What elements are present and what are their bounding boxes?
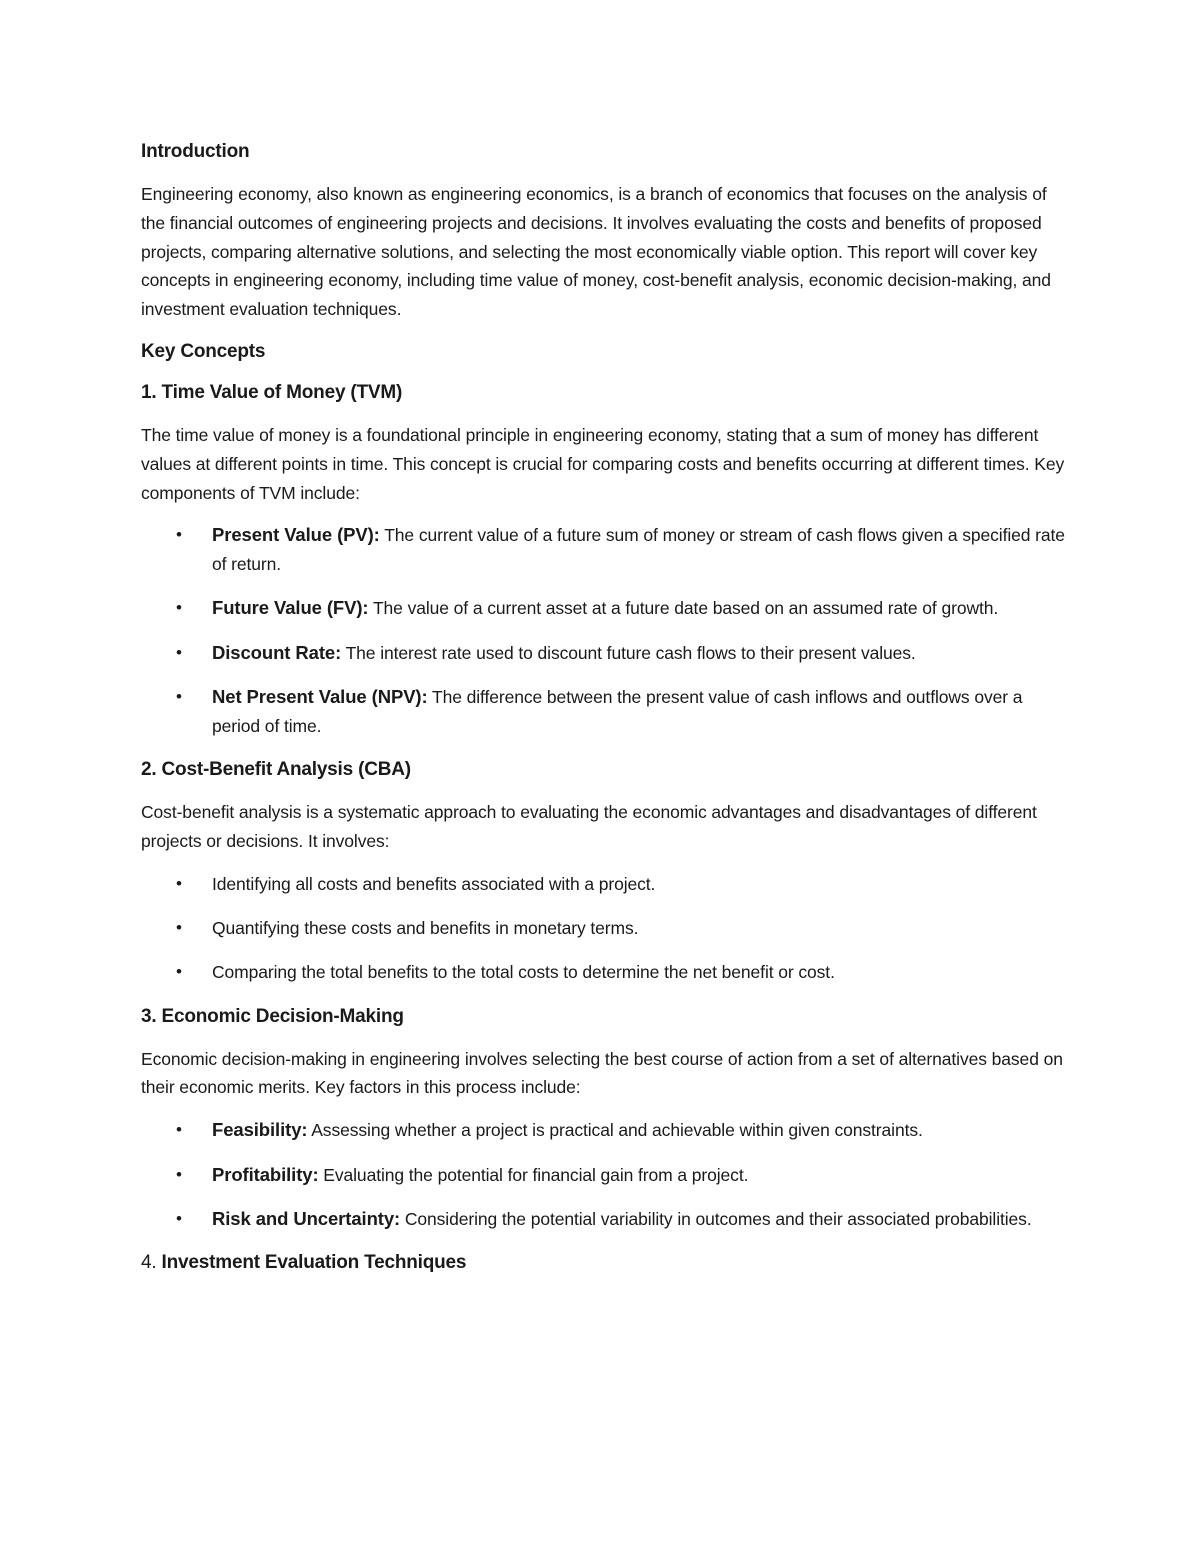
bullet-icon: • (176, 687, 182, 707)
tvm-paragraph: The time value of money is a foundational principle in engineering economy, stating that a sum of money has different values at different points in time. This concept is crucial for comparing costs and benefits occurring at different times. Key components of TVM include: (141, 424, 1065, 503)
bullet-icon: • (176, 525, 182, 545)
term-definition: The value of a current asset at a future date based on an assumed rate of growth. (368, 598, 999, 619)
list-item (141, 683, 1066, 741)
list-item (141, 1161, 1066, 1190)
document-page (141, 138, 1066, 1291)
bullet-icon: • (176, 1208, 182, 1228)
edm-list (141, 1116, 1066, 1233)
key-concepts-heading: Key Concepts (141, 340, 266, 362)
list-item-text: Comparing the total benefits to the total costs to determine the net benefit or cost. (212, 962, 835, 983)
bullet-icon: • (176, 1164, 182, 1184)
term-definition: The difference between the present value of cash inflows and outflows over a period of time. (212, 687, 1023, 736)
cba-heading: 2. Cost-Benefit Analysis (CBA) (141, 759, 411, 781)
list-item (141, 639, 1066, 668)
term-label: Present Value (PV): (212, 524, 380, 546)
term-definition: Considering the potential variability in outcomes and their associated probabilities. (400, 1208, 1032, 1229)
list-item (141, 521, 1066, 579)
term-label: Profitability: (212, 1163, 319, 1185)
list-item (141, 958, 1066, 987)
term-definition: Evaluating the potential for financial gain from a project. (318, 1164, 749, 1185)
list-item-text: Identifying all costs and benefits associated with a project. (212, 873, 656, 894)
bullet-icon: • (176, 962, 182, 982)
iet-heading-title: Investment Evaluation Techniques (161, 1252, 467, 1274)
list-item (141, 1116, 1066, 1145)
term-definition: Assessing whether a project is practical and achievable within given constraints. (307, 1120, 923, 1141)
iet-heading (141, 1249, 1066, 1277)
tvm-list (141, 521, 1066, 740)
bullet-icon: • (176, 1120, 182, 1140)
list-item-text: Quantifying these costs and benefits in monetary terms. (212, 918, 639, 939)
edm-heading: 3. Economic Decision-Making (141, 1005, 404, 1027)
list-item (141, 594, 1066, 623)
term-label: Future Value (FV): (212, 597, 369, 619)
bullet-icon: • (176, 642, 182, 662)
cba-paragraph: Cost-benefit analysis is a systematic approach to evaluating the economic advantages and disadvantages of different projects or decisions. It involves: (141, 802, 1037, 851)
list-item (141, 870, 1066, 899)
bullet-icon: • (176, 918, 182, 938)
term-label: Net Present Value (NPV): (212, 686, 428, 708)
bullet-icon: • (176, 598, 182, 618)
intro-paragraph: Engineering economy, also known as engineering economics, is a branch of economics that focuses on the analysis of the financial outcomes of engineering projects and decisions. It involves evaluating the costs and benefits of proposed projects, comparing alternative solutions, and selecting the most economically viable option. This report will cover key concepts in engineering economy, including time value of money, cost-benefit analysis, economic decision-making, and investment evaluation techniques. (141, 184, 1051, 320)
term-label: Feasibility: (212, 1119, 308, 1141)
iet-heading-number: 4. (141, 1252, 157, 1274)
list-item (141, 914, 1066, 943)
list-item (141, 1205, 1066, 1234)
term-label: Risk and Uncertainty: (212, 1207, 401, 1229)
bullet-icon: • (176, 873, 182, 893)
cba-list (141, 870, 1066, 987)
tvm-heading: 1. Time Value of Money (TVM) (141, 381, 403, 403)
edm-paragraph: Economic decision-making in engineering involves selecting the best course of action from a set of alternatives based on their economic merits. Key factors in this process include: (141, 1048, 1063, 1098)
term-definition: The interest rate used to discount future cash flows to their present values. (341, 642, 916, 663)
intro-heading: Introduction (141, 141, 250, 162)
term-label: Discount Rate: (212, 641, 342, 663)
term-definition: The current value of a future sum of money or stream of cash flows given a specified rate of return. (212, 525, 1065, 575)
